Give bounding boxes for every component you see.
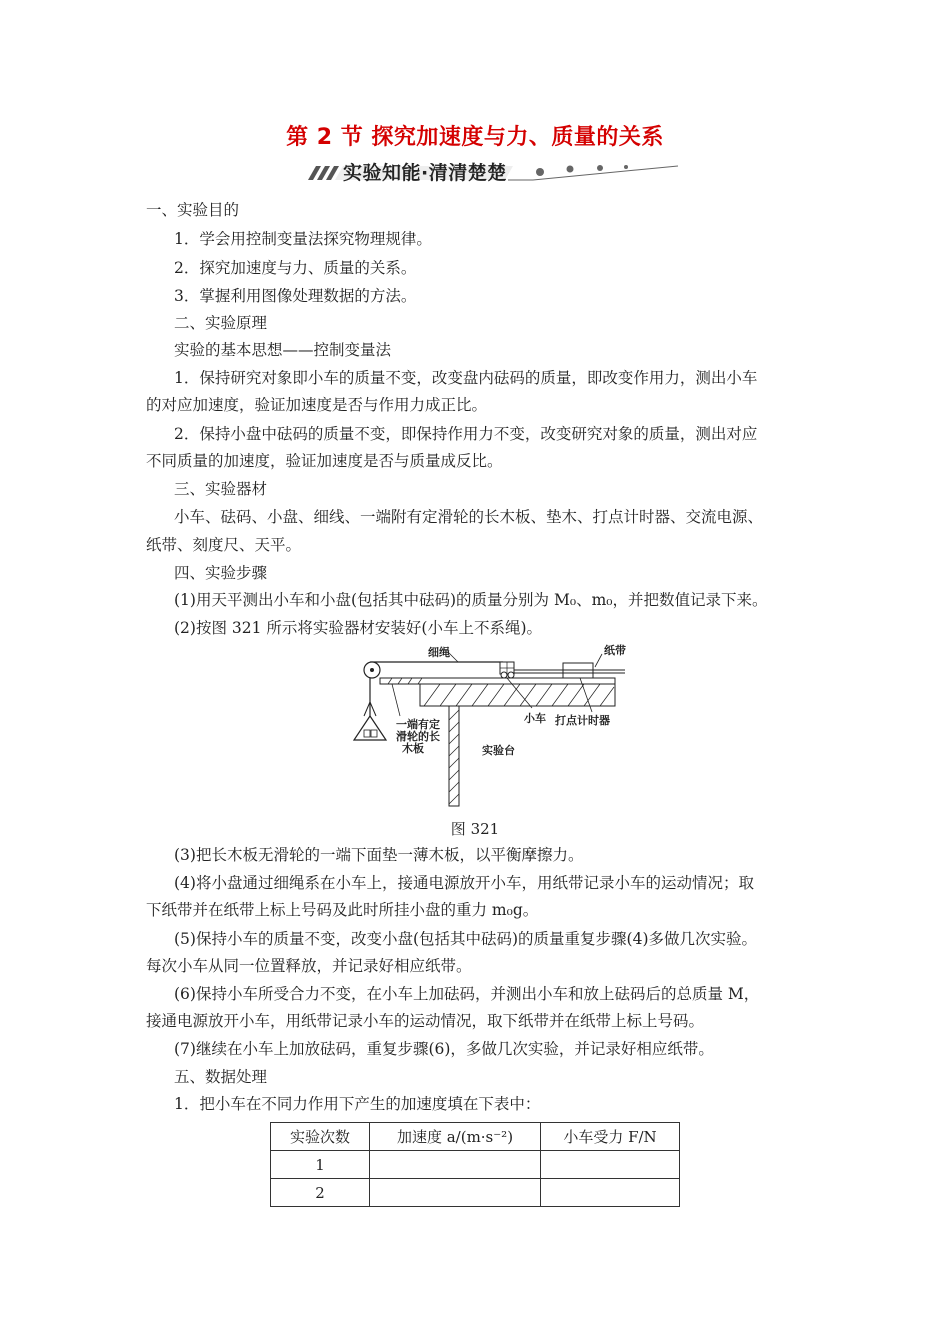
table-header: 实验次数 xyxy=(271,1123,370,1151)
text-line: 小车、砝码、小盘、细线、一端附有定滑轮的长木板、垫木、打点计时器、交流电源、 xyxy=(174,508,764,526)
page-title: 第 2 节 探究加速度与力、质量的关系 xyxy=(286,125,664,150)
text-line: 下纸带并在纸带上标上号码及此时所挂小盘的重力 m₀g。 xyxy=(146,901,539,919)
table-label: 实验台 xyxy=(482,744,515,757)
stripes-icon xyxy=(308,166,339,180)
tape-label: 纸带 xyxy=(604,644,626,657)
apparatus-diagram xyxy=(340,640,640,810)
table-header-row xyxy=(271,1123,680,1151)
text-line: 2．保持小盘中砝码的质量不变，即保持作用力不变，改变研究对象的质量，测出对应 xyxy=(174,425,758,443)
text-line: 的对应加速度，验证加速度是否与作用力成正比。 xyxy=(146,396,488,414)
text-line: 接通电源放开小车，用纸带记录小车的运动情况，取下纸带并在纸带上标上号码。 xyxy=(146,1012,705,1030)
table-leg xyxy=(449,706,459,806)
text-line: 五、数据处理 xyxy=(174,1068,268,1086)
table-row xyxy=(271,1151,680,1179)
table-cell xyxy=(370,1179,541,1207)
board-label-2: 滑轮的长 xyxy=(396,730,440,743)
board-label-1: 一端有定 xyxy=(396,718,440,731)
table-header: 小车受力 F/N xyxy=(541,1123,680,1151)
cart-label: 小车 xyxy=(524,712,546,725)
text-line: 纸带、刻度尺、天平。 xyxy=(146,536,302,554)
text-line: 不同质量的加速度，验证加速度是否与质量成反比。 xyxy=(146,452,503,470)
long-board xyxy=(380,678,615,684)
text-line: 二、实验原理 xyxy=(174,314,268,332)
text-line: 1．保持研究对象即小车的质量不变，改变盘内砝码的质量，即改变作用力，测出小车 xyxy=(174,369,758,387)
text-line: 1．学会用控制变量法探究物理规律。 xyxy=(174,230,432,248)
table-header: 加速度 a/(m·s⁻²) xyxy=(370,1123,541,1151)
table-cell xyxy=(541,1151,680,1179)
table-cell: 1 xyxy=(271,1151,370,1179)
text-line: (7)继续在小车上加放砝码，重复步骤(6)，多做几次实验，并记录好相应纸带。 xyxy=(174,1040,714,1058)
rope-label: 细绳 xyxy=(428,646,450,659)
text-line: (2)按图 321 所示将实验器材安装好(小车上不系绳)。 xyxy=(174,619,542,637)
text-line: 3．掌握利用图像处理数据的方法。 xyxy=(174,287,417,305)
table-cell: 2 xyxy=(271,1179,370,1207)
table-cell xyxy=(370,1151,541,1179)
timer-label: 打点计时器 xyxy=(555,714,610,727)
figure-caption: 图 321 xyxy=(450,820,500,838)
text-line: (6)保持小车所受合力不变，在小车上加砝码，并测出小车和放上砝码后的总质量 M， xyxy=(174,985,760,1003)
text-line: 实验的基本思想——控制变量法 xyxy=(174,341,392,359)
text-line: 每次小车从同一位置释放，并记录好相应纸带。 xyxy=(146,957,472,975)
text-line: (3)把长木板无滑轮的一端下面垫一薄木板，以平衡摩擦力。 xyxy=(174,846,584,864)
text-line: 四、实验步骤 xyxy=(174,564,268,582)
text-line: 一、实验目的 xyxy=(146,201,240,219)
board-label-3: 木板 xyxy=(402,742,424,755)
text-line: 1．把小车在不同力作用下产生的加速度填在下表中： xyxy=(174,1095,541,1113)
text-line: 三、实验器材 xyxy=(174,480,268,498)
text-line: (1)用天平测出小车和小盘(包括其中砝码)的质量分别为 M₀、m₀，并把数值记录下来。 xyxy=(174,591,768,609)
table-row xyxy=(271,1179,680,1207)
text-line: 2．探究加速度与力、质量的关系。 xyxy=(174,259,417,277)
text-line: (4)将小盘通过细绳系在小车上，接通电源放开小车，用纸带记录小车的运动情况；取 xyxy=(174,874,754,892)
table-cell xyxy=(541,1179,680,1207)
data-table xyxy=(270,1122,680,1207)
section-banner-text: 实验知能·清清楚楚 xyxy=(343,162,507,184)
text-line: (5)保持小车的质量不变，改变小盘(包括其中砝码)的质量重复步骤(4)多做几次实验。 xyxy=(174,930,758,948)
